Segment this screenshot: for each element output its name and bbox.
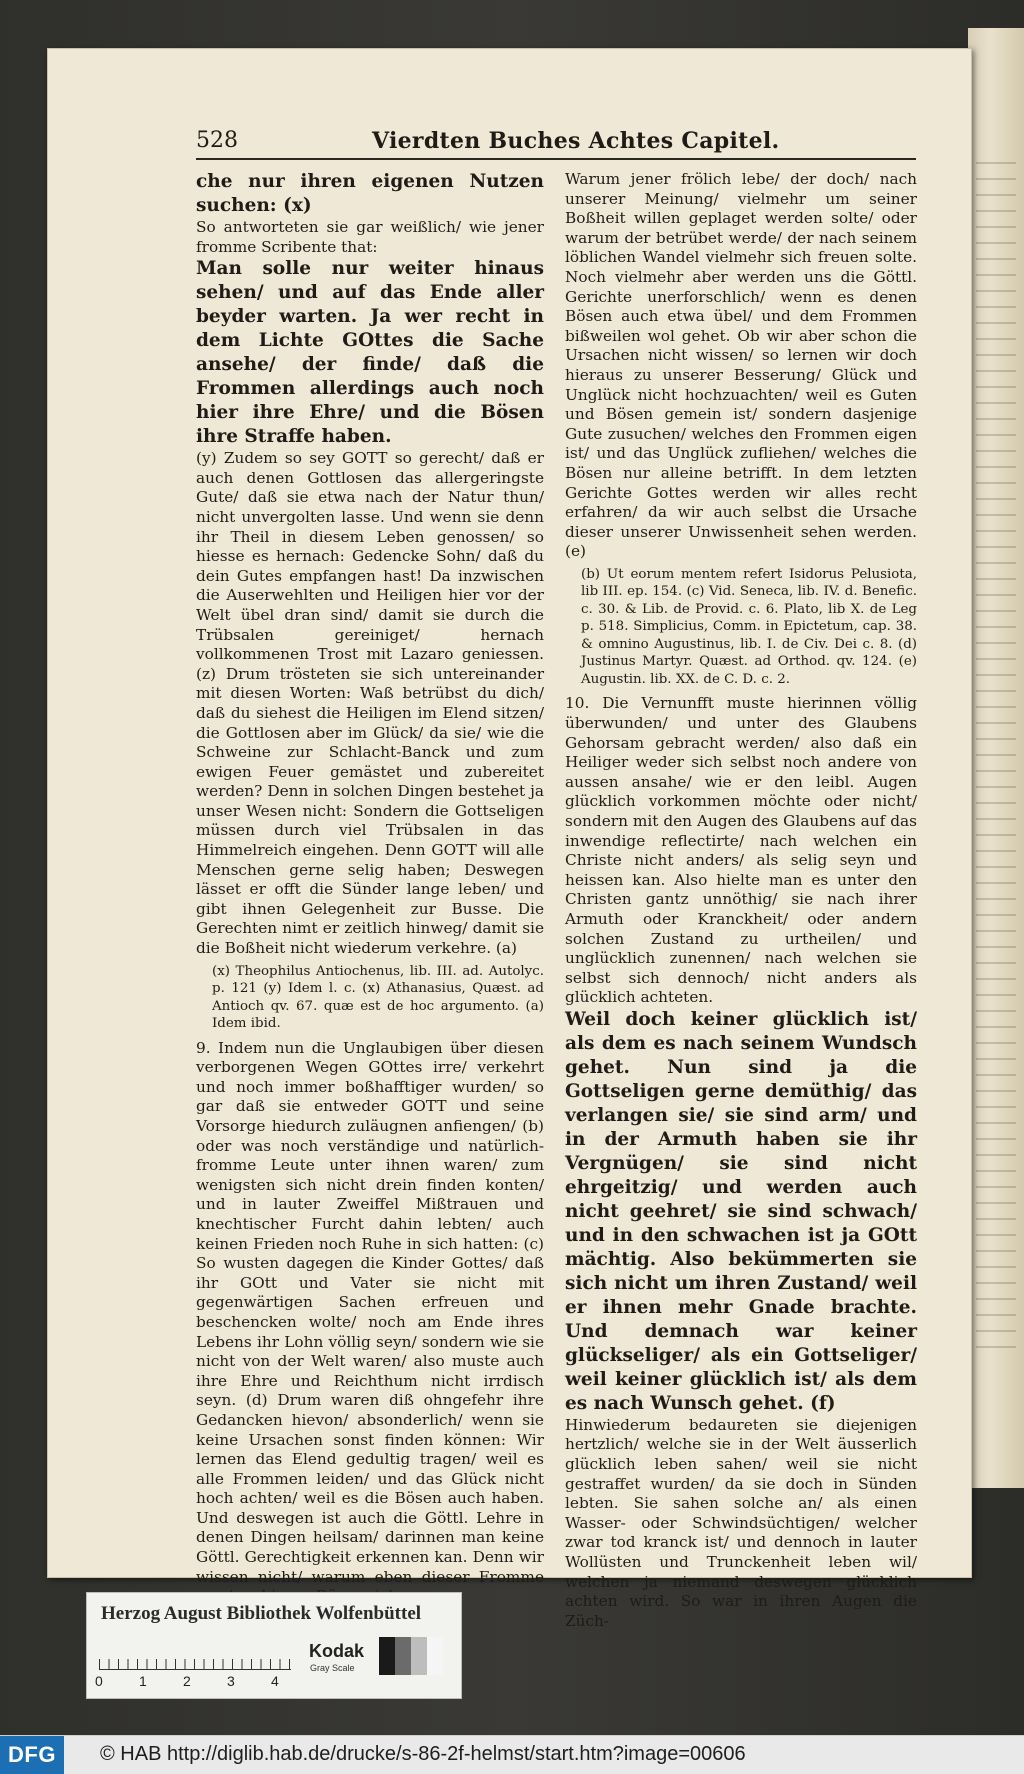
footer-bar [0,1735,1024,1774]
ruler-numbers [95,1673,291,1691]
library-name: Herzog August Bibliothek Wolfenbüttel [101,1603,422,1624]
paragraph: Warum jener frölich lebe/ der doch/ nach unserer Meinung/ vielmehr um seiner Boßheit willen geplaget werden solte/ oder warum der betrübet werde/ der nach seinem löblichen Wandel vielmehr sich freuen solte. Noch vielmehr aber werden uns die Göttl. Gerichte unerforschlich/ wenn es denen Bösen auch etwa übel/ und dem Frommen bißweilen wol gehet. Ob wir aber schon die Ursachen nicht wissen/ so lernen wir doch hieraus zu unserer Besserung/ Glück und Unglück nicht hochzuachten/ weil es Guten und Bösen gemein ist/ sondern dasjenige Gute zusuchen/ welches den Frommen eigen ist/ und das Unglück zufliehen/ welches die Bösen nur alleine betrifft. In dem letzten Gerichte Gottes werden wir alles recht erfahren/ da wir auch selbst die Ursache dieser unserer Unwissenheit sehen werden. (e) [565,170,917,561]
paragraph: So antworteten sie gar weißlich/ wie jener fromme Scribente that: [196,218,544,256]
dfg-logo: DFG [0,1736,64,1774]
paragraph: Weil doch keiner glücklich ist/ als dem es nach seinem Wundsch gehet. Nun sind ja die Gottseligen gerne demüthig/ das verlangen sie/ sie sind arm/ und in der Armuth haben sie ihr Vergnügen/ sie sind nicht ehrgeitzig/ und werden auch nicht geehret/ sie sind schwach/ und in den schwachen ist ja GOtt mächtig. Also bekümmerten sie sich nicht um ihren Zustand/ weil er ihnen mehr Gnade brachte. Und demnach war keiner glückseliger/ als ein Gottseliger/ weil keiner glücklich ist/ als dem es nach Wunsch gehet. (f) [565,1008,917,1414]
gray-swatch [411,1637,427,1675]
paragraph: che nur ihren eigenen Nutzen suchen: (x) [196,171,544,216]
kodak-brand: Kodak [309,1641,365,1661]
gray-swatch [395,1637,411,1675]
page-header [196,128,916,160]
gray-swatch [427,1637,443,1675]
right-text-column [565,170,917,1630]
ruler-number: 2 [183,1673,191,1689]
paragraph: (y) Zudem so sey GOTT so gerecht/ daß er auch denen Gottlosen das allergeringste Gute/ daß sie etwa nach der Natur thun/ nicht unvergolten lasse. Und wenn sie denn ihr Theil in diesem Leben genossen/ so hiesse es hernach: Gedencke Sohn/ daß du dein Gutes empfangen hast! Da inzwischen die Auserwehlten und Heiligen hier vor der Welt übel dran sind/ damit sie durch die Trübsalen gereiniget/ hernach vollkommenen Trost mit Lazaro geniessen. (z) Drum trösteten sie sich untereinander mit diesen Worten: Waß betrübst du dich/ daß du siehest die Heiligen im Elend sitzen/ die Gottlosen aber im Glück/ da sie/ wie die Schweine zur Schlacht-Banck und zum ewigen Feuer gemästet und zubereitet werden? Denn in solchen Dingen bestehet ja unser Wesen nicht: Sondern die Gottseligen müssen durch viel Trübsalen in das Himmelreich eingehen. Denn GOTT will alle Menschen gerne selig haben; Deswegen lässet er offt die Sünder lange leben/ und gibt ihnen Gelegenheit zur Busse. Die Gerechten nimt er zeitlich hinweg/ damit sie die Boßheit nicht wiederum verkehre. (a) [196,449,544,958]
facing-page-edge [968,28,1024,1488]
gray-swatches [379,1637,443,1675]
ruler-number: 1 [139,1673,147,1689]
gray-scale-label: Gray Scale [310,1663,355,1673]
ruler-number: 4 [271,1673,279,1689]
ruler-number: 0 [95,1673,103,1689]
facing-page-text-lines [976,148,1016,1348]
page-number: 528 [196,128,238,153]
footnote: (b) Ut eorum mentem refert Isidorus Pelusiota, lib III. ep. 154. (c) Vid. Seneca, lib. IV. d. Benefic. c. 30. & Lib. de Provid. c. 6. Plato, lib X. de Leg p. 518. Simplicius, Comm. in Epictetum, cap. 38. & omnino Augustinus, lib. I. de Civ. Dei c. 8. (d) Justinus Martyr. Quæst. ad Orthod. qv. 124. (e) Augustin. lib. XX. de C. D. c. 2. [581,566,917,687]
paragraph: 10. Die Vernunfft muste hierinnen völlig überwunden/ und unter des Glaubens Gehorsam gebracht werden/ also daß ein Heiliger weder sich selbst noch andere von aussen ansahe/ wie er den leibl. Augen glücklich vorkommen möchte oder nicht/ sondern mit den Augen des Glaubens auf das inwendige reflectirte/ nach welchen ein Christe nicht anders/ als selig seyn und heissen kan. Also hielte man es unter den Christen gantz unnöthig/ sie nach ihrer Armuth oder Kranckheit/ oder andern solchen Zustand zu urtheilen/ und unglücklich zunennen/ nach welchen sie selbst sich dennoch/ nicht anders als glücklich achteten. [565,694,917,1007]
gray-swatch [379,1637,395,1675]
color-calibration-card [86,1592,462,1699]
paragraph: Hinwiederum bedaureten sie diejenigen hertzlich/ welche sie in der Welt äusserlich glücklich leben sahen/ weil sie nicht gestraffet wurden/ da sie doch in Sünden lebten. Sie sahen solche an/ als einen Wasser- oder Schwindsüchtigen/ welcher zwar tod kranck ist/ und dennoch in lauter Wollüsten und Trunckenheit leben wil/ welchen ja niemand deswegen glücklich achten wird. So war in ihren Augen die Züch- [565,1415,917,1630]
paragraph: 9. Indem nun die Unglaubigen über diesen verborgenen Wegen GOttes irre/ verkehrt und noch immer boßhafftiger wurden/ so gar daß sie entweder GOTT und seine Vorsorge hiedurch zuläugnen anfiengen/ (b) oder was noch verständige und natürlich-fromme Leute unter ihnen waren/ zum wenigsten sich nicht drein finden konten/ und in lauter Zweiffel Mißtrauen und knechtischer Furcht dahin lebten/ auch keinen Frieden noch Ruhe in sich hatten: (c) So wusten dagegen die Kinder Gottes/ daß ihr GOtt und Vater sie nicht mit gegenwärtigen Sachen erfreuen und beschencken wolte/ noch am Ende ihres Lebens ihr Lohn völlig seyn/ sondern wie sie nicht von der Welt waren/ also muste auch ihre Ehre und Reichthum nicht irrdisch seyn. (d) Drum waren diß ohngefehr ihre Gedancken hievon/ absonderlich/ wenn sie keine Ursachen sonst finden können: Wir lernen das Elend gedultig tragen/ weil es alle Frommen leiden/ und das Glück nicht hoch achten/ weil es die Bösen auch haben. Und deswegen ist auch die Göttl. Lehre in denen Dingen heilsam/ darinnen man keine Göttl. Gerechtigkeit erkennen kan. Denn wir wissen nicht/ warum eben dieser Fromme [196,1038,544,1586]
footnote: (x) Theophilus Antiochenus, lib. III. ad. Autolyc. p. 121 (y) Idem l. c. (x) Athanasius, Quæst. ad Antioch qv. 67. quæ est de hoc argumento. (a) Idem ibid. [212,963,544,1032]
ruler-number: 3 [227,1673,235,1689]
copyright-link[interactable]: © HAB http://diglib.hab.de/drucke/s-86-2f-helmst/start.htm?image=00606 [100,1743,746,1765]
running-head: Vierdten Buches Achtes Capitel. [372,128,780,154]
scale-ruler [99,1643,291,1670]
left-text-column [196,170,544,1586]
paragraph: Man solle nur weiter hinaus sehen/ und auf das Ende aller beyder warten. Ja wer recht in dem Lichte GOttes die Sache ansehe/ der finde/ daß die Frommen allerdings auch noch hier ihre Ehre/ und die Bösen ihre Straffe haben. [196,258,544,448]
